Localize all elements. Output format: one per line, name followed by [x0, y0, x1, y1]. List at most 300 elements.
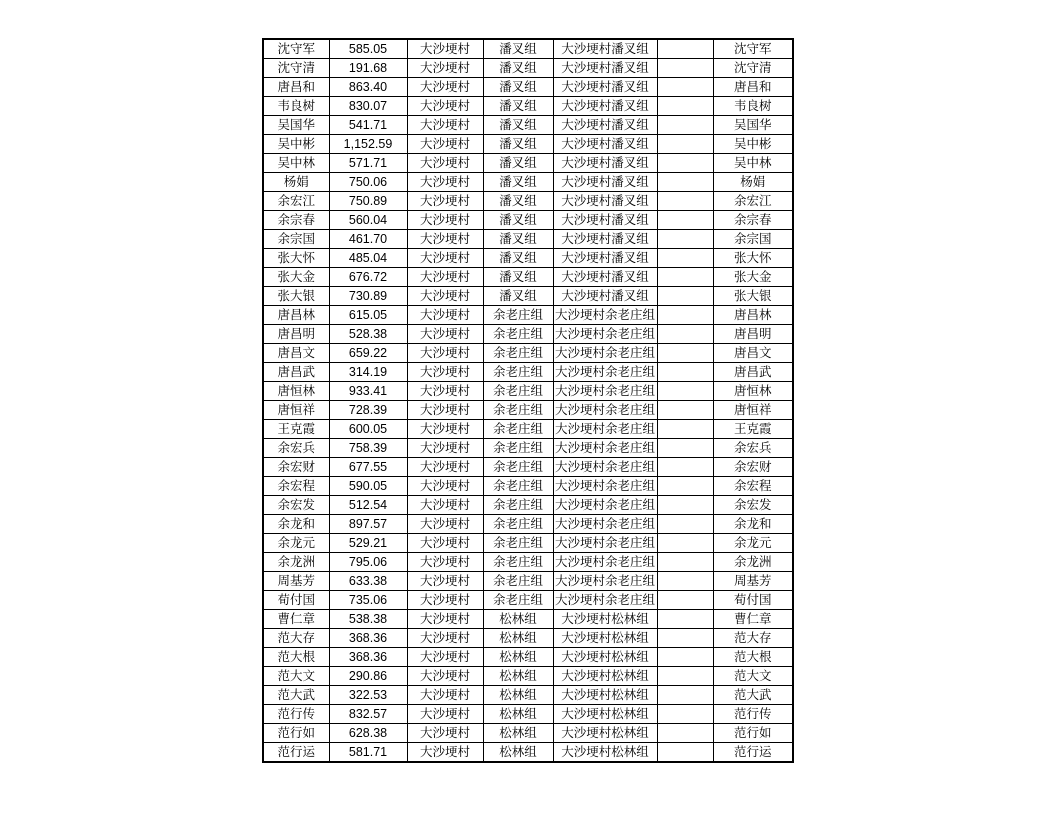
group-cell: 潘叉组	[483, 192, 553, 211]
name-cell: 余龙元	[263, 534, 329, 553]
amount-cell: 571.71	[329, 154, 407, 173]
village-group-cell: 大沙埂村潘叉组	[553, 116, 657, 135]
name-cell: 范行运	[263, 743, 329, 763]
village-cell: 大沙埂村	[407, 268, 483, 287]
village-cell: 大沙埂村	[407, 249, 483, 268]
table-row	[263, 230, 793, 249]
village-cell: 大沙埂村	[407, 135, 483, 154]
name-cell: 范行传	[263, 705, 329, 724]
group-cell: 余老庄组	[483, 553, 553, 572]
table-row	[263, 363, 793, 382]
village-cell: 大沙埂村	[407, 382, 483, 401]
name-copy-cell: 张大金	[713, 268, 793, 287]
name-copy-cell: 余宏财	[713, 458, 793, 477]
village-group-cell: 大沙埂村松林组	[553, 629, 657, 648]
village-cell: 大沙埂村	[407, 192, 483, 211]
village-cell: 大沙埂村	[407, 610, 483, 629]
village-group-cell: 大沙埂村潘叉组	[553, 249, 657, 268]
name-copy-cell: 唐昌和	[713, 78, 793, 97]
name-cell: 范大存	[263, 629, 329, 648]
amount-cell: 750.06	[329, 173, 407, 192]
blank-cell	[657, 667, 713, 686]
village-group-cell: 大沙埂村余老庄组	[553, 534, 657, 553]
village-group-cell: 大沙埂村潘叉组	[553, 287, 657, 306]
village-group-cell: 大沙埂村余老庄组	[553, 344, 657, 363]
amount-cell: 538.38	[329, 610, 407, 629]
village-cell: 大沙埂村	[407, 420, 483, 439]
amount-cell: 758.39	[329, 439, 407, 458]
group-cell: 潘叉组	[483, 154, 553, 173]
amount-cell: 750.89	[329, 192, 407, 211]
name-copy-cell: 余龙洲	[713, 553, 793, 572]
group-cell: 余老庄组	[483, 401, 553, 420]
name-copy-cell: 余宗国	[713, 230, 793, 249]
amount-cell: 735.06	[329, 591, 407, 610]
name-copy-cell: 沈守清	[713, 59, 793, 78]
village-group-cell: 大沙埂村松林组	[553, 743, 657, 763]
group-cell: 松林组	[483, 686, 553, 705]
group-cell: 余老庄组	[483, 496, 553, 515]
blank-cell	[657, 363, 713, 382]
name-copy-cell: 余宏江	[713, 192, 793, 211]
table-row	[263, 97, 793, 116]
name-cell: 沈守清	[263, 59, 329, 78]
village-group-cell: 大沙埂村余老庄组	[553, 401, 657, 420]
group-cell: 松林组	[483, 705, 553, 724]
amount-cell: 560.04	[329, 211, 407, 230]
group-cell: 余老庄组	[483, 439, 553, 458]
village-cell: 大沙埂村	[407, 211, 483, 230]
village-group-cell: 大沙埂村余老庄组	[553, 591, 657, 610]
blank-cell	[657, 306, 713, 325]
village-group-cell: 大沙埂村余老庄组	[553, 477, 657, 496]
amount-cell: 529.21	[329, 534, 407, 553]
village-group-cell: 大沙埂村余老庄组	[553, 515, 657, 534]
name-cell: 范大武	[263, 686, 329, 705]
table-row	[263, 629, 793, 648]
table-row	[263, 173, 793, 192]
name-copy-cell: 范行如	[713, 724, 793, 743]
blank-cell	[657, 705, 713, 724]
village-cell: 大沙埂村	[407, 325, 483, 344]
table-row	[263, 325, 793, 344]
village-group-cell: 大沙埂村潘叉组	[553, 192, 657, 211]
table-row	[263, 724, 793, 743]
table-row	[263, 705, 793, 724]
village-group-cell: 大沙埂村余老庄组	[553, 420, 657, 439]
table-row	[263, 686, 793, 705]
village-cell: 大沙埂村	[407, 154, 483, 173]
blank-cell	[657, 724, 713, 743]
name-cell: 唐恒林	[263, 382, 329, 401]
blank-cell	[657, 648, 713, 667]
group-cell: 余老庄组	[483, 458, 553, 477]
village-cell: 大沙埂村	[407, 686, 483, 705]
blank-cell	[657, 59, 713, 78]
name-copy-cell: 唐昌武	[713, 363, 793, 382]
blank-cell	[657, 534, 713, 553]
table-row	[263, 135, 793, 154]
amount-cell: 590.05	[329, 477, 407, 496]
table-row	[263, 439, 793, 458]
name-cell: 余宏发	[263, 496, 329, 515]
blank-cell	[657, 477, 713, 496]
table-row	[263, 287, 793, 306]
name-copy-cell: 唐恒祥	[713, 401, 793, 420]
village-group-cell: 大沙埂村余老庄组	[553, 363, 657, 382]
table-row	[263, 382, 793, 401]
blank-cell	[657, 496, 713, 515]
group-cell: 潘叉组	[483, 116, 553, 135]
amount-cell: 541.71	[329, 116, 407, 135]
village-group-cell: 大沙埂村余老庄组	[553, 439, 657, 458]
name-copy-cell: 曹仁章	[713, 610, 793, 629]
table-row	[263, 268, 793, 287]
table-row	[263, 534, 793, 553]
amount-cell: 290.86	[329, 667, 407, 686]
name-copy-cell: 范大武	[713, 686, 793, 705]
name-cell: 吴中林	[263, 154, 329, 173]
blank-cell	[657, 268, 713, 287]
blank-cell	[657, 325, 713, 344]
village-group-cell: 大沙埂村余老庄组	[553, 382, 657, 401]
group-cell: 余老庄组	[483, 515, 553, 534]
blank-cell	[657, 230, 713, 249]
village-cell: 大沙埂村	[407, 629, 483, 648]
name-cell: 余龙洲	[263, 553, 329, 572]
village-group-cell: 大沙埂村松林组	[553, 686, 657, 705]
village-group-cell: 大沙埂村潘叉组	[553, 39, 657, 59]
group-cell: 松林组	[483, 724, 553, 743]
amount-cell: 528.38	[329, 325, 407, 344]
group-cell: 潘叉组	[483, 135, 553, 154]
blank-cell	[657, 173, 713, 192]
name-copy-cell: 余龙和	[713, 515, 793, 534]
name-copy-cell: 唐恒林	[713, 382, 793, 401]
name-copy-cell: 范行传	[713, 705, 793, 724]
village-cell: 大沙埂村	[407, 458, 483, 477]
group-cell: 潘叉组	[483, 249, 553, 268]
amount-cell: 322.53	[329, 686, 407, 705]
group-cell: 余老庄组	[483, 325, 553, 344]
amount-cell: 795.06	[329, 553, 407, 572]
village-group-cell: 大沙埂村潘叉组	[553, 230, 657, 249]
name-cell: 范行如	[263, 724, 329, 743]
blank-cell	[657, 249, 713, 268]
blank-cell	[657, 515, 713, 534]
blank-cell	[657, 610, 713, 629]
table-row	[263, 743, 793, 763]
amount-cell: 485.04	[329, 249, 407, 268]
village-cell: 大沙埂村	[407, 572, 483, 591]
group-cell: 潘叉组	[483, 97, 553, 116]
village-group-cell: 大沙埂村余老庄组	[553, 458, 657, 477]
blank-cell	[657, 686, 713, 705]
group-cell: 余老庄组	[483, 420, 553, 439]
amount-cell: 628.38	[329, 724, 407, 743]
blank-cell	[657, 458, 713, 477]
amount-cell: 730.89	[329, 287, 407, 306]
name-cell: 周基芳	[263, 572, 329, 591]
name-copy-cell: 余宏发	[713, 496, 793, 515]
table-row	[263, 591, 793, 610]
name-cell: 余宏兵	[263, 439, 329, 458]
village-cell: 大沙埂村	[407, 553, 483, 572]
village-cell: 大沙埂村	[407, 39, 483, 59]
group-cell: 松林组	[483, 629, 553, 648]
table-row	[263, 496, 793, 515]
name-copy-cell: 王克霞	[713, 420, 793, 439]
amount-cell: 633.38	[329, 572, 407, 591]
village-group-cell: 大沙埂村余老庄组	[553, 325, 657, 344]
table-row	[263, 344, 793, 363]
village-cell: 大沙埂村	[407, 724, 483, 743]
name-cell: 余宗春	[263, 211, 329, 230]
name-copy-cell: 余宏兵	[713, 439, 793, 458]
name-cell: 唐恒祥	[263, 401, 329, 420]
village-cell: 大沙埂村	[407, 344, 483, 363]
table-row	[263, 458, 793, 477]
village-cell: 大沙埂村	[407, 477, 483, 496]
amount-cell: 676.72	[329, 268, 407, 287]
name-cell: 余宏财	[263, 458, 329, 477]
data-table	[262, 38, 794, 763]
village-cell: 大沙埂村	[407, 230, 483, 249]
group-cell: 松林组	[483, 610, 553, 629]
blank-cell	[657, 743, 713, 763]
group-cell: 余老庄组	[483, 534, 553, 553]
name-copy-cell: 余宗春	[713, 211, 793, 230]
village-group-cell: 大沙埂村余老庄组	[553, 553, 657, 572]
group-cell: 松林组	[483, 743, 553, 763]
village-cell: 大沙埂村	[407, 648, 483, 667]
name-copy-cell: 范大根	[713, 648, 793, 667]
table-row	[263, 572, 793, 591]
name-copy-cell: 沈守军	[713, 39, 793, 59]
blank-cell	[657, 401, 713, 420]
name-cell: 吴国华	[263, 116, 329, 135]
blank-cell	[657, 572, 713, 591]
name-copy-cell: 范大文	[713, 667, 793, 686]
blank-cell	[657, 135, 713, 154]
name-cell: 唐昌林	[263, 306, 329, 325]
amount-cell: 461.70	[329, 230, 407, 249]
name-copy-cell: 吴中林	[713, 154, 793, 173]
name-cell: 唐昌文	[263, 344, 329, 363]
amount-cell: 897.57	[329, 515, 407, 534]
name-copy-cell: 范行运	[713, 743, 793, 763]
table-row	[263, 154, 793, 173]
name-copy-cell: 杨娟	[713, 173, 793, 192]
table-row	[263, 420, 793, 439]
group-cell: 潘叉组	[483, 287, 553, 306]
name-copy-cell: 余龙元	[713, 534, 793, 553]
amount-cell: 615.05	[329, 306, 407, 325]
amount-cell: 728.39	[329, 401, 407, 420]
village-group-cell: 大沙埂村潘叉组	[553, 154, 657, 173]
group-cell: 松林组	[483, 648, 553, 667]
name-cell: 荀付国	[263, 591, 329, 610]
name-copy-cell: 唐昌明	[713, 325, 793, 344]
name-copy-cell: 荀付国	[713, 591, 793, 610]
name-copy-cell: 余宏程	[713, 477, 793, 496]
amount-cell: 581.71	[329, 743, 407, 763]
group-cell: 潘叉组	[483, 230, 553, 249]
village-group-cell: 大沙埂村松林组	[553, 648, 657, 667]
blank-cell	[657, 154, 713, 173]
amount-cell: 368.36	[329, 629, 407, 648]
name-cell: 王克霞	[263, 420, 329, 439]
group-cell: 余老庄组	[483, 591, 553, 610]
blank-cell	[657, 211, 713, 230]
name-copy-cell: 吴中彬	[713, 135, 793, 154]
group-cell: 松林组	[483, 667, 553, 686]
village-group-cell: 大沙埂村潘叉组	[553, 211, 657, 230]
group-cell: 余老庄组	[483, 363, 553, 382]
village-cell: 大沙埂村	[407, 363, 483, 382]
blank-cell	[657, 287, 713, 306]
group-cell: 余老庄组	[483, 572, 553, 591]
name-cell: 张大银	[263, 287, 329, 306]
group-cell: 潘叉组	[483, 59, 553, 78]
amount-cell: 863.40	[329, 78, 407, 97]
village-cell: 大沙埂村	[407, 287, 483, 306]
name-copy-cell: 唐昌文	[713, 344, 793, 363]
amount-cell: 512.54	[329, 496, 407, 515]
name-cell: 唐昌明	[263, 325, 329, 344]
village-group-cell: 大沙埂村潘叉组	[553, 97, 657, 116]
village-cell: 大沙埂村	[407, 743, 483, 763]
village-cell: 大沙埂村	[407, 667, 483, 686]
blank-cell	[657, 420, 713, 439]
table-row	[263, 78, 793, 97]
group-cell: 余老庄组	[483, 477, 553, 496]
group-cell: 余老庄组	[483, 306, 553, 325]
village-cell: 大沙埂村	[407, 591, 483, 610]
table-row	[263, 192, 793, 211]
blank-cell	[657, 97, 713, 116]
group-cell: 潘叉组	[483, 211, 553, 230]
village-cell: 大沙埂村	[407, 705, 483, 724]
village-cell: 大沙埂村	[407, 496, 483, 515]
blank-cell	[657, 439, 713, 458]
name-cell: 余宗国	[263, 230, 329, 249]
name-copy-cell: 张大怀	[713, 249, 793, 268]
table-body	[263, 39, 793, 762]
village-cell: 大沙埂村	[407, 534, 483, 553]
amount-cell: 191.68	[329, 59, 407, 78]
name-cell: 曹仁章	[263, 610, 329, 629]
village-group-cell: 大沙埂村潘叉组	[553, 59, 657, 78]
blank-cell	[657, 553, 713, 572]
amount-cell: 368.36	[329, 648, 407, 667]
name-cell: 唐昌武	[263, 363, 329, 382]
table-row	[263, 401, 793, 420]
name-copy-cell: 唐昌林	[713, 306, 793, 325]
blank-cell	[657, 192, 713, 211]
group-cell: 潘叉组	[483, 39, 553, 59]
village-group-cell: 大沙埂村潘叉组	[553, 268, 657, 287]
village-group-cell: 大沙埂村松林组	[553, 667, 657, 686]
table-row	[263, 610, 793, 629]
name-cell: 唐昌和	[263, 78, 329, 97]
name-copy-cell: 韦良树	[713, 97, 793, 116]
name-cell: 余宏江	[263, 192, 329, 211]
table-row	[263, 648, 793, 667]
table-row	[263, 59, 793, 78]
table-row	[263, 553, 793, 572]
blank-cell	[657, 39, 713, 59]
village-cell: 大沙埂村	[407, 173, 483, 192]
name-cell: 张大金	[263, 268, 329, 287]
group-cell: 潘叉组	[483, 173, 553, 192]
amount-cell: 933.41	[329, 382, 407, 401]
table-row	[263, 39, 793, 59]
blank-cell	[657, 116, 713, 135]
village-group-cell: 大沙埂村松林组	[553, 610, 657, 629]
name-cell: 余龙和	[263, 515, 329, 534]
village-cell: 大沙埂村	[407, 97, 483, 116]
village-cell: 大沙埂村	[407, 401, 483, 420]
village-group-cell: 大沙埂村潘叉组	[553, 173, 657, 192]
name-cell: 范大文	[263, 667, 329, 686]
amount-cell: 314.19	[329, 363, 407, 382]
blank-cell	[657, 629, 713, 648]
village-cell: 大沙埂村	[407, 59, 483, 78]
name-cell: 沈守军	[263, 39, 329, 59]
village-cell: 大沙埂村	[407, 306, 483, 325]
table-row	[263, 116, 793, 135]
name-copy-cell: 吴国华	[713, 116, 793, 135]
name-copy-cell: 张大银	[713, 287, 793, 306]
name-cell: 张大怀	[263, 249, 329, 268]
table-row	[263, 667, 793, 686]
village-group-cell: 大沙埂村潘叉组	[553, 135, 657, 154]
village-group-cell: 大沙埂村余老庄组	[553, 496, 657, 515]
amount-cell: 659.22	[329, 344, 407, 363]
group-cell: 余老庄组	[483, 344, 553, 363]
name-cell: 韦良树	[263, 97, 329, 116]
table-row	[263, 477, 793, 496]
village-group-cell: 大沙埂村松林组	[553, 705, 657, 724]
name-copy-cell: 周基芳	[713, 572, 793, 591]
amount-cell: 832.57	[329, 705, 407, 724]
table-row	[263, 515, 793, 534]
amount-cell: 1,152.59	[329, 135, 407, 154]
village-cell: 大沙埂村	[407, 78, 483, 97]
village-group-cell: 大沙埂村余老庄组	[553, 572, 657, 591]
name-cell: 余宏程	[263, 477, 329, 496]
blank-cell	[657, 382, 713, 401]
amount-cell: 585.05	[329, 39, 407, 59]
name-cell: 范大根	[263, 648, 329, 667]
name-cell: 吴中彬	[263, 135, 329, 154]
blank-cell	[657, 344, 713, 363]
village-cell: 大沙埂村	[407, 515, 483, 534]
village-cell: 大沙埂村	[407, 439, 483, 458]
amount-cell: 830.07	[329, 97, 407, 116]
name-cell: 杨娟	[263, 173, 329, 192]
blank-cell	[657, 591, 713, 610]
group-cell: 潘叉组	[483, 78, 553, 97]
name-copy-cell: 范大存	[713, 629, 793, 648]
table-row	[263, 306, 793, 325]
village-cell: 大沙埂村	[407, 116, 483, 135]
amount-cell: 600.05	[329, 420, 407, 439]
amount-cell: 677.55	[329, 458, 407, 477]
village-group-cell: 大沙埂村余老庄组	[553, 306, 657, 325]
group-cell: 余老庄组	[483, 382, 553, 401]
